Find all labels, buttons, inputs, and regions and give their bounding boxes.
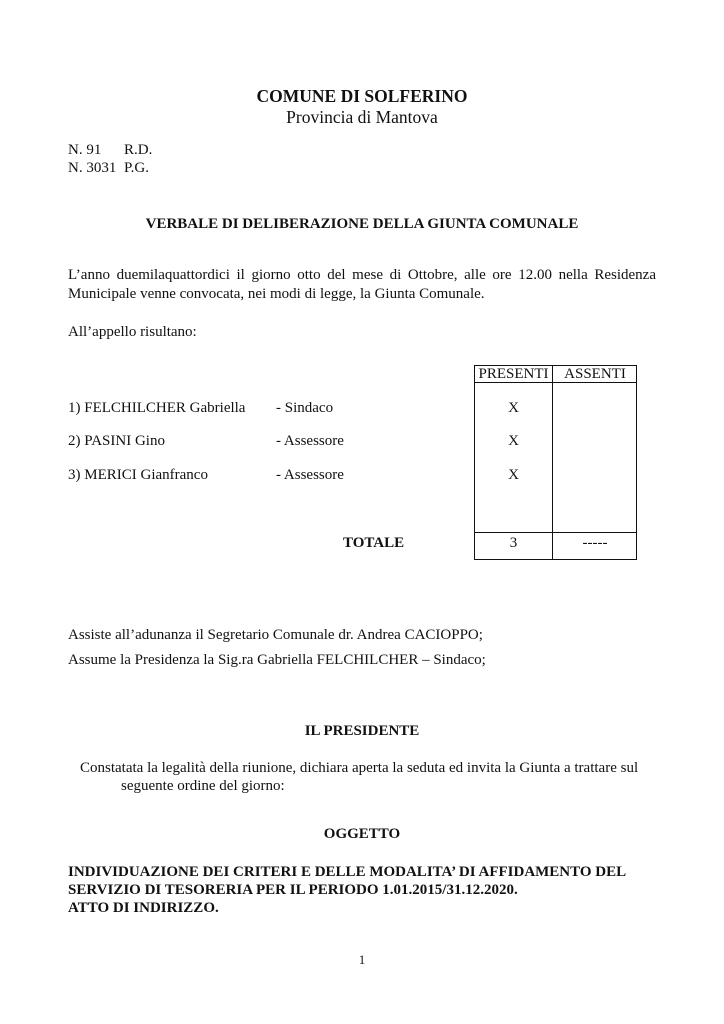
page-number: 1 [358,952,366,967]
member-1-name: 1) FELCHILCHER Gabriella [68,400,246,416]
member-1-role: - Sindaco [276,400,334,416]
member-3-present: X [508,467,519,483]
member-3-role: - Assessore [276,467,344,483]
header-assenti: ASSENTI [564,366,626,382]
table-border-bottom [474,559,637,560]
attendance-table [474,365,637,560]
document-title: VERBALE DI DELIBERAZIONE DELLA GIUNTA COMUNALE [145,216,579,232]
province-subtitle: Provincia di Mantova [286,107,438,127]
president-heading: IL PRESIDENTE [304,723,420,739]
assistance-line: Assiste all’adunanza il Segretario Comunale dr. Andrea CACIOPPO; [68,627,483,643]
municipality-title: COMUNE DI SOLFERINO [256,86,468,106]
total-absent: ----- [582,535,608,551]
subject-line-2: SERVIZIO DI TESORERIA PER IL PERIODO 1.01.2015/31.12.2020. [68,882,518,898]
president-text-line2: seguente ordine del giorno: [121,778,285,794]
president-text-line1: Constatata la legalità della riunione, dichiara aperta la seduta ed invita la Giunta a trattare sul [80,760,639,776]
member-3-name: 3) MERICI Gianfranco [68,467,208,483]
table-border-left [474,365,475,560]
rd-suffix: R.D. [124,142,153,158]
total-present: 3 [509,535,518,551]
pg-suffix: P.G. [124,160,150,176]
pg-number: N. 3031 [68,160,117,176]
table-column-divider [552,365,553,560]
table-border-right [636,365,637,560]
table-total-divider [474,532,637,533]
subject-line-1: INDIVIDUAZIONE DEI CRITERI E DELLE MODALITA’ DI AFFIDAMENTO DEL [68,864,627,880]
subject-line-3: ATTO DI INDIRIZZO. [68,900,219,916]
total-label: TOTALE [343,535,405,551]
member-2-role: - Assessore [276,433,344,449]
member-2-name: 2) PASINI Gino [68,433,165,449]
roll-call-label: All’appello risultano: [68,324,197,340]
presidency-line: Assume la Presidenza la Sig.ra Gabriella FELCHILCHER – Sindaco; [68,652,486,668]
header-presenti: PRESENTI [478,366,549,382]
intro-paragraph: L’anno duemilaquattordici il giorno otto del mese di Ottobre, alle ore 12.00 nella Residenza Municipale venne convocata, nei modi di legge, la Giunta Comunale. [68,267,656,302]
member-2-present: X [508,433,519,449]
member-1-present: X [508,400,519,416]
rd-number: N. 91 [68,142,102,158]
subject-heading: OGGETTO [323,826,401,842]
